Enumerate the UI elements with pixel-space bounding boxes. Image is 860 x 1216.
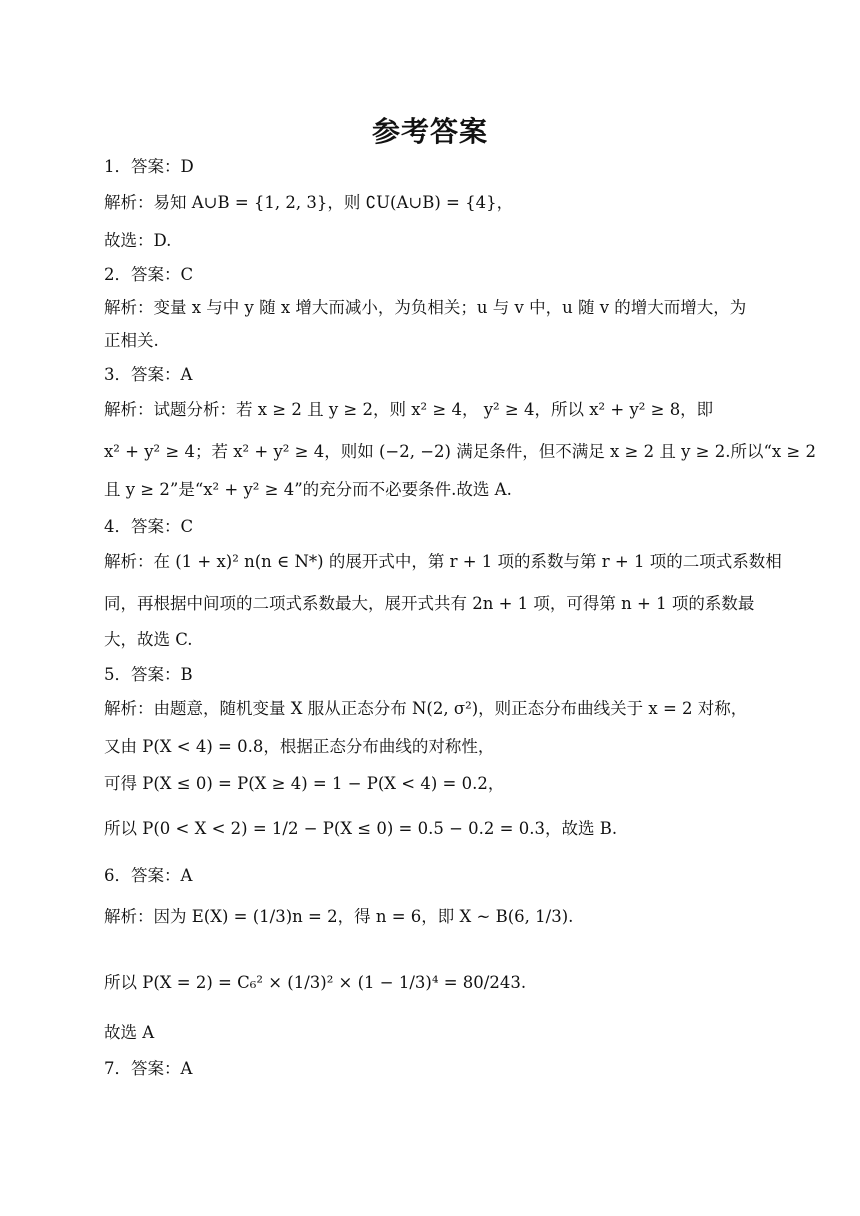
explanation-5-step: 可得 P(X ≤ 0) = P(X ≥ 4) = 1 − P(X < 4) = 0.2，	[104, 774, 505, 793]
conclusion-6: 故选 A	[104, 1023, 155, 1042]
answer-4: 4．答案：C	[104, 517, 194, 536]
explanation-4: 解析：在 (1 + x)² n(n ∈ N*) 的展开式中，第 r + 1 项的系数与第 r + 1 项的二项式系数相	[104, 552, 782, 571]
explanation-2: 解析：变量 x 与中 y 随 x 增大而减小，为负相关；u 与 v 中，u 随 v 的增大而增大，为	[104, 298, 747, 317]
explanation-5-cont: 又由 P(X < 4) = 0.8，根据正态分布曲线的对称性，	[104, 737, 495, 756]
explanation-5-end: 所以 P(0 < X < 2) = 1/2 − P(X ≤ 0) = 0.5 − 0.2 = 0.3，故选 B.	[104, 819, 618, 838]
explanation-3: 解析：试题分析：若 x ≥ 2 且 y ≥ 2，则 x² ≥ 4， y² ≥ 4，所以 x² + y² ≥ 8，即	[104, 400, 714, 419]
explanation-2-cont: 正相关.	[104, 331, 159, 350]
answer-5: 5．答案：B	[104, 665, 193, 684]
answer-1: 1．答案：D	[104, 157, 194, 176]
page-title: 参考答案	[371, 115, 488, 148]
answer-2: 2．答案：C	[104, 265, 194, 284]
explanation-5: 解析：由题意，随机变量 X 服从正态分布 N(2, σ²)，则正态分布曲线关于 x = 2 对称，	[104, 699, 748, 718]
answer-7: 7．答案：A	[104, 1059, 193, 1078]
explanation-6: 解析：因为 E(X) = (1/3)n = 2，得 n = 6，即 X ~ B(6, 1/3).	[104, 907, 574, 926]
explanation-3-cont: x² + y² ≥ 4；若 x² + y² ≥ 4，则如 (−2, −2) 满足条件，但不满足 x ≥ 2 且 y ≥ 2.所以“x ≥ 2	[104, 442, 816, 461]
explanation-6-calc: 所以 P(X = 2) = C₆² × (1/3)² × (1 − 1/3)⁴ = 80/243.	[104, 973, 527, 992]
explanation-4-cont: 同，再根据中间项的二项式系数最大，展开式共有 2n + 1 项，可得第 n + 1 项的系数最	[104, 594, 755, 613]
conclusion-1: 故选：D.	[104, 231, 172, 250]
answer-3: 3．答案：A	[104, 365, 193, 384]
explanation-1: 解析：易知 A∪B = {1, 2, 3}，则 ∁U(A∪B) = {4}，	[104, 193, 514, 212]
answer-6: 6．答案：A	[104, 866, 193, 885]
explanation-4-end: 大，故选 C.	[104, 630, 193, 649]
explanation-3-end: 且 y ≥ 2”是“x² + y² ≥ 4”的充分而不必要条件.故选 A.	[104, 480, 512, 499]
